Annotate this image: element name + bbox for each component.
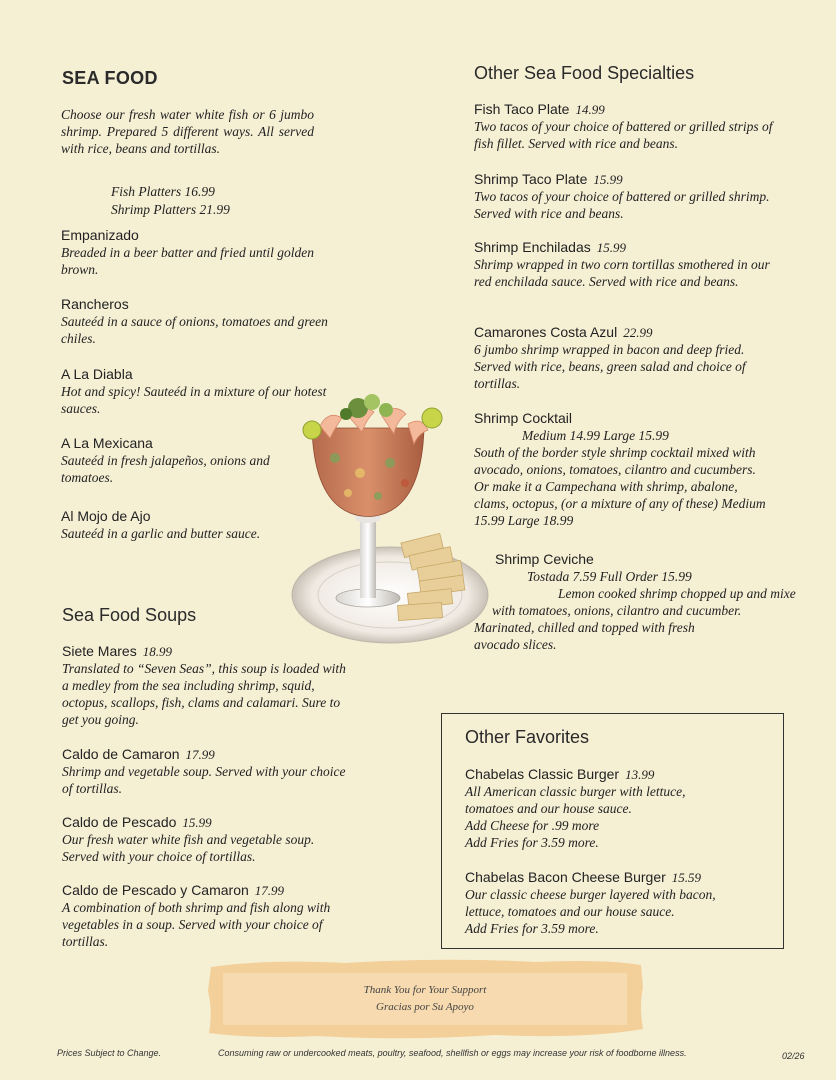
item-name-row xyxy=(62,814,352,831)
thank-you-line-english: Thank You for Your Support xyxy=(363,984,487,996)
thank-you-banner xyxy=(205,957,645,1041)
item-name: Chabelas Classic Burger xyxy=(465,766,620,782)
soup-siete-mares xyxy=(62,643,354,728)
item-price: 15.99 xyxy=(182,815,212,830)
item-addon: Add Fries for 3.59 more. xyxy=(465,921,599,936)
preparation-rancheros xyxy=(61,296,331,347)
item-price: 22.99 xyxy=(623,325,653,340)
item-description: Shrimp and vegetable soup. Served with your choice of tortillas. xyxy=(62,764,346,796)
soups-title: Sea Food Soups xyxy=(62,605,197,625)
preparation-a-la-mexicana xyxy=(61,435,321,486)
item-price: 15.59 xyxy=(671,870,702,885)
item-price: 15.99 xyxy=(593,172,623,187)
favorites-title: Other Favorites xyxy=(465,727,590,747)
soup-caldo-de-pescado xyxy=(62,814,352,865)
seafood-title: SEA FOOD xyxy=(62,68,158,88)
item-description: All American classic burger with lettuce, tomatoes and our house sauce. xyxy=(465,784,686,816)
thank-you-line-spanish: Gracias por Su Apoyo xyxy=(376,1001,474,1013)
seafood-intro: Choose our fresh water white fish or 6 jumbo shrimp. Prepared 5 different ways. All served with rice, beans and tortillas. xyxy=(61,107,314,156)
item-name-row xyxy=(474,101,774,118)
item-description: A combination of both shrimp and fish along with vegetables in a soup. Served with your choice of tortillas. xyxy=(62,900,331,949)
item-price: 14.99 xyxy=(575,102,605,117)
specialty-shrimp-enchiladas xyxy=(474,239,774,290)
item-addon: Add Fries for 3.59 more. xyxy=(465,835,599,850)
item-name: Al Mojo de Ajo xyxy=(61,508,151,524)
item-price: 17.99 xyxy=(185,747,215,762)
specialty-fish-taco-plate xyxy=(474,101,774,152)
food-safety-warning: Consuming raw or undercooked meats, poultry, seafood, shellfish or eggs may increase your risk of foodborne illness. xyxy=(218,1048,687,1058)
soup-caldo-de-pescado-y-camaron xyxy=(62,882,347,950)
preparation-empanizado xyxy=(61,227,351,278)
specialty-shrimp-ceviche xyxy=(474,551,804,653)
item-name-row xyxy=(474,324,774,341)
item-name-row xyxy=(474,239,774,256)
item-description: Two tacos of your choice of battered or grilled strips of fish fillet. Served with rice and beans. xyxy=(474,119,773,151)
item-name-row xyxy=(465,766,765,783)
favorite-classic-burger xyxy=(465,766,765,851)
fish-platters-price: Fish Platters 16.99 xyxy=(111,184,215,199)
item-description: 6 jumbo shrimp wrapped in bacon and deep fried. Served with rice, beans, green salad and choice of tortillas. xyxy=(474,342,746,391)
item-price: 17.99 xyxy=(254,883,285,898)
specialty-camarones-costa-azul xyxy=(474,324,774,392)
item-description: Translated to “Seven Seas”, this soup is loaded with a medley from the sea including shrimp, squid, octopus, scallops, fish, clams and calamari. Sure to get you going. xyxy=(62,661,346,727)
item-name-row xyxy=(62,643,354,660)
item-name-row xyxy=(62,746,352,763)
prices-disclaimer: Prices Subject to Change. xyxy=(57,1048,162,1058)
item-name: A La Diabla xyxy=(61,366,133,382)
item-name: Shrimp Ceviche xyxy=(495,551,594,567)
item-name: Caldo de Camaron xyxy=(62,746,180,762)
item-description: Hot and spicy! Sauteéd in a mixture of our hotest sauces. xyxy=(61,384,327,416)
menu-date: 02/26 xyxy=(782,1051,805,1061)
item-name: Shrimp Cocktail xyxy=(474,410,573,426)
item-name: Caldo de Pescado y Camaron xyxy=(62,882,249,898)
item-description: Sauteéd in a garlic and butter sauce. xyxy=(61,526,261,541)
favorite-bacon-cheese-burger xyxy=(465,869,765,937)
item-description: Breaded in a beer batter and fried until golden brown. xyxy=(61,245,314,277)
item-name: Camarones Costa Azul xyxy=(474,324,618,340)
item-name-row xyxy=(474,171,774,188)
item-addon: Add Cheese for .99 more xyxy=(465,818,600,833)
item-description: Shrimp wrapped in two corn tortillas smothered in our red enchilada sauce. Served with rice and beans. xyxy=(474,257,770,289)
item-name: Shrimp Enchiladas xyxy=(474,239,591,255)
item-description: Sauteéd in fresh jalapeños, onions and tomatoes. xyxy=(61,453,270,485)
item-name: A La Mexicana xyxy=(61,435,153,451)
item-description: South of the border style shrimp cocktail mixed with avocado, onions, tomatoes, cilantro and cucumbers. Or make it a Campechana with shrimp, abalone, clams, octopus, (or a mixture of any of these) Medium 15.99 Large 18.99 xyxy=(474,445,766,528)
item-name: Siete Mares xyxy=(62,643,137,659)
item-name: Fish Taco Plate xyxy=(474,101,570,117)
item-name: Rancheros xyxy=(61,296,129,312)
soup-caldo-de-camaron xyxy=(62,746,352,797)
item-name: Empanizado xyxy=(61,227,139,243)
item-price: 13.99 xyxy=(625,767,655,782)
item-description-rest: Marinated, chilled and topped with fresh avocado slices. xyxy=(474,620,695,652)
item-description: Two tacos of your choice of battered or grilled shrimp. Served with rice and beans. xyxy=(474,189,770,221)
item-description: Our classic cheese burger layered with bacon, lettuce, tomatoes and our house sauce. xyxy=(465,887,716,919)
item-name-row xyxy=(62,882,347,899)
item-name: Shrimp Taco Plate xyxy=(474,171,588,187)
item-price: 18.99 xyxy=(142,644,172,659)
item-name: Chabelas Bacon Cheese Burger xyxy=(465,869,666,885)
specialty-shrimp-taco-plate xyxy=(474,171,774,222)
item-description: Sauteéd in a sauce of onions, tomatoes and green chiles. xyxy=(61,314,328,346)
item-sizes: Medium 14.99 Large 15.99 xyxy=(522,428,669,443)
item-sizes: Tostada 7.59 Full Order 15.99 xyxy=(527,569,692,584)
item-description: Our fresh water white fish and vegetable soup. Served with your choice of tortillas. xyxy=(62,832,315,864)
item-description-line1: Lemon cooked shrimp chopped up and mixe xyxy=(558,586,796,601)
preparation-al-mojo-de-ajo xyxy=(61,508,321,542)
shrimp-cocktail-photo xyxy=(290,388,495,648)
specialties-title: Other Sea Food Specialties xyxy=(474,63,695,83)
item-description-line2: with tomatoes, onions, cilantro and cucumber. xyxy=(492,603,742,618)
specialty-shrimp-cocktail xyxy=(474,410,774,529)
item-name-row xyxy=(465,869,765,886)
shrimp-platters-price: Shrimp Platters 21.99 xyxy=(111,202,230,217)
item-price: 15.99 xyxy=(596,240,626,255)
item-name: Caldo de Pescado xyxy=(62,814,177,830)
shrimp-cocktail-illustration xyxy=(290,388,495,648)
